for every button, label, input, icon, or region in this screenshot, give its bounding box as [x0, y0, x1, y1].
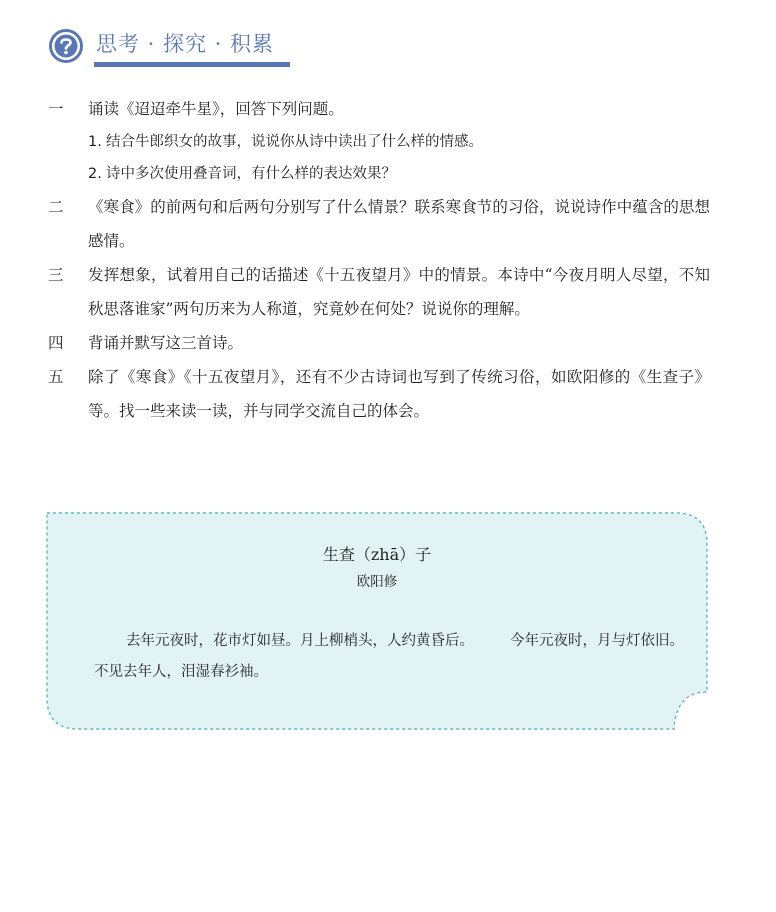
question-text: 诵读《迢迢牵牛星》，回答下列问题。 [88, 100, 344, 118]
question-number: 四 [48, 334, 64, 352]
question-5 [48, 360, 710, 428]
question-number: 二 [48, 198, 64, 216]
question-3 [48, 258, 710, 326]
question-text: 背诵并默写这三首诗。 [88, 334, 244, 352]
poem-box [46, 512, 708, 730]
question-text: 发挥想象，试着用自己的话描述《十五夜望月》中的情景。本诗中“今夜月明人尽望，不知秋思落谁家”两句历来为人称道，究竟妙在何处？说说你的理解。 [88, 266, 710, 318]
question-list [48, 92, 710, 428]
question-mark-icon [48, 28, 84, 64]
section-header [48, 24, 298, 74]
question-2 [48, 190, 710, 258]
sub-question-text: 结合牛郎织女的故事，说说你从诗中读出了什么样的情感。 [106, 134, 483, 150]
sub-question-number: 1. [88, 134, 102, 150]
poem-stanza-1: 去年元夜时，花市灯如昼。月上柳梢头，人约黄昏后。 [126, 633, 474, 649]
poem-author: 欧阳修 [356, 574, 398, 590]
question-4 [48, 326, 710, 360]
question-number: 五 [48, 368, 64, 386]
question-text: 《寒食》的前两句和后两句分别写了什么情景？联系寒食节的习俗，说说诗作中蕴含的思想感情。 [88, 198, 710, 250]
poem-title: 生查（zhā）子 [322, 545, 432, 564]
title-underline [94, 62, 290, 67]
sub-question-text: 诗中多次使用叠音词，有什么样的表达效果？ [106, 166, 396, 182]
poem-stanza-2: 今年元夜时，月与灯依旧。不见去年人，泪湿春衫袖。 [94, 633, 684, 680]
sub-question-number: 2. [88, 166, 102, 182]
poem-body [94, 626, 692, 688]
question-number: 三 [48, 266, 64, 284]
question-number: 一 [48, 100, 64, 118]
question-1 [48, 92, 710, 126]
question-1-sub-1 [48, 126, 710, 158]
question-1-sub-2 [48, 158, 710, 190]
section-title: 思考 · 探究 · 积累 [96, 32, 275, 56]
question-text: 除了《寒食》《十五夜望月》，还有不少古诗词也写到了传统习俗，如欧阳修的《生查子》等。找一些来读一读，并与同学交流自己的体会。 [88, 368, 710, 420]
